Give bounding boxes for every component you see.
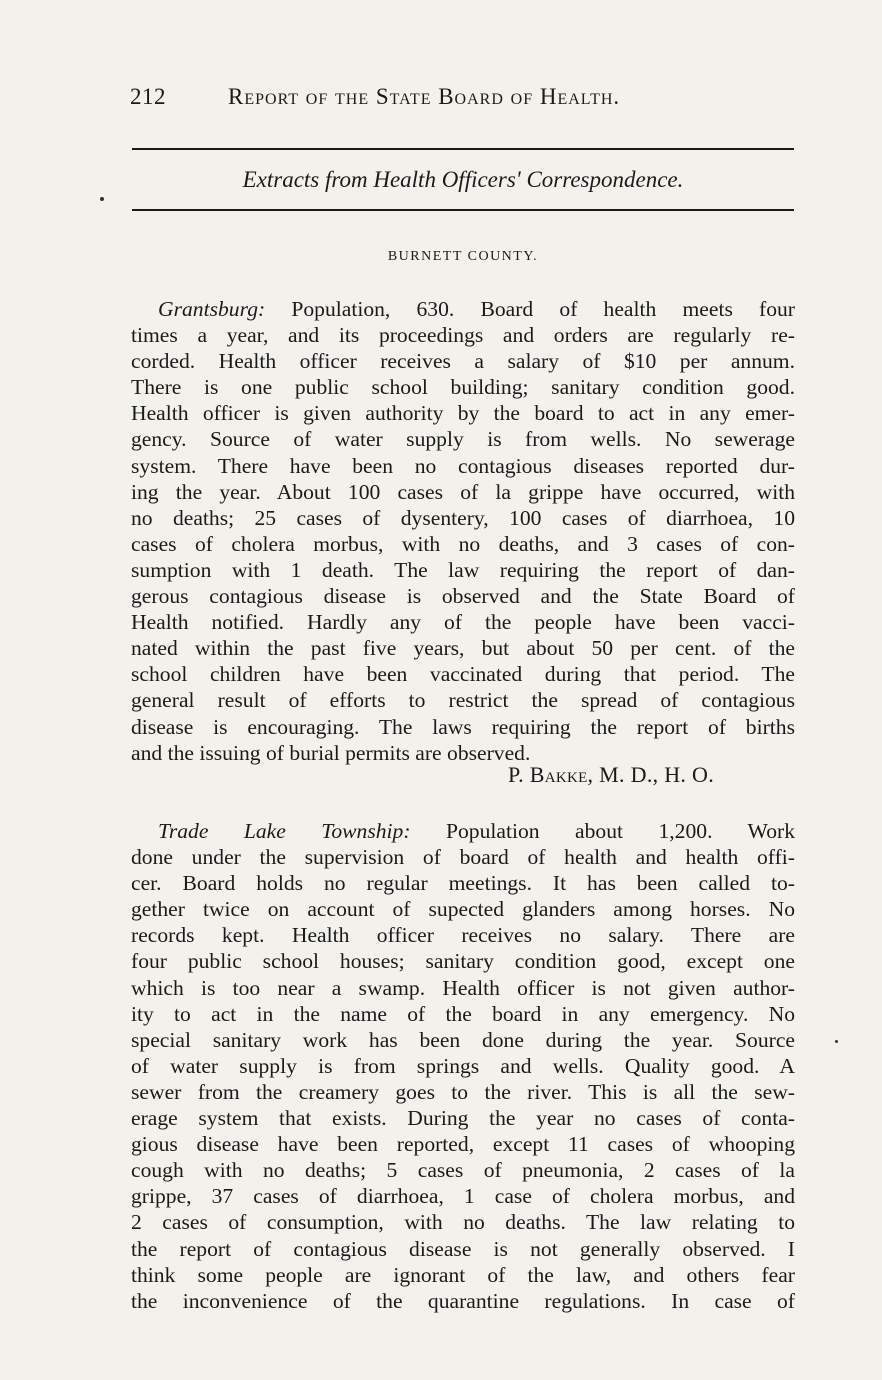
body-line: grippe, 37 cases of diarrhoea, 1 case of cholera morbus, and bbox=[131, 1184, 795, 1209]
body-line: Health notified. Hardly any of the people have been vacci- bbox=[131, 610, 795, 635]
entry-trade-lake bbox=[131, 818, 795, 1314]
top-rule bbox=[132, 148, 794, 150]
body-line: records kept. Health officer receives no salary. There are bbox=[131, 923, 795, 948]
body-line: no deaths; 25 cases of dysentery, 100 cases of diarrhoea, 10 bbox=[131, 505, 795, 530]
entry-first-line bbox=[131, 818, 795, 844]
body-line: four public school houses; sanitary condition good, except one bbox=[131, 949, 795, 974]
signature-initial: P. bbox=[508, 762, 524, 787]
body-line: system. There have been no contagious diseases reported dur- bbox=[131, 453, 795, 478]
county-heading: BURNETT COUNTY. bbox=[387, 249, 539, 264]
body-line: 2 cases of consumption, with no deaths. The law relating to bbox=[131, 1210, 795, 1235]
entry-grantsburg bbox=[131, 296, 795, 766]
body-line: and the issuing of burial permits are observed. bbox=[131, 740, 531, 765]
body-line: ing the year. About 100 cases of la grippe have occurred, with bbox=[131, 479, 795, 504]
body-line: special sanitary work has been done during the year. Source bbox=[131, 1027, 795, 1052]
signature-name: Bakke, bbox=[529, 762, 594, 787]
body-line: erage system that exists. During the year no cases of conta- bbox=[131, 1106, 795, 1131]
body-line: gious disease have been reported, except 11 cases of whooping bbox=[131, 1132, 795, 1157]
body-line: cough with no deaths; 5 cases of pneumonia, 2 cases of la bbox=[131, 1158, 795, 1183]
place-name: Trade Lake Township: bbox=[158, 819, 411, 843]
signature bbox=[508, 762, 714, 788]
entry-first-line bbox=[131, 296, 795, 322]
body-line: times a year, and its proceedings and orders are regularly re- bbox=[131, 323, 795, 348]
place-name: Grantsburg: bbox=[158, 297, 266, 321]
body-line: done under the supervision of board of health and health offi- bbox=[131, 845, 795, 870]
body-line: disease is encouraging. The laws requiring the report of births bbox=[131, 714, 795, 739]
body-line: the inconvenience of the quarantine regulations. In case of bbox=[131, 1288, 795, 1313]
running-title: Report of the State Board of Health. bbox=[228, 84, 621, 109]
bottom-rule bbox=[132, 209, 794, 211]
body-line: think some people are ignorant of the law, and others fear bbox=[131, 1262, 795, 1287]
body-line: Health officer is given authority by the board to act in any emer- bbox=[131, 401, 795, 426]
entry-first-line-text: Population about 1,200. Work bbox=[410, 819, 795, 843]
body-line: which is too near a swamp. Health officer is not given author- bbox=[131, 975, 795, 1000]
body-line: gency. Source of water supply is from wells. No sewerage bbox=[131, 427, 795, 452]
page-number: 212 bbox=[130, 84, 166, 109]
body-line: of water supply is from springs and wells. Quality good. A bbox=[131, 1053, 795, 1078]
body-line: gether twice on account of supected glanders among horses. No bbox=[131, 897, 795, 922]
body-line: nated within the past five years, but about 50 per cent. of the bbox=[131, 636, 795, 661]
section-heading: Extracts from Health Officers' Correspondence. bbox=[242, 167, 684, 192]
body-line: general result of efforts to restrict the spread of contagious bbox=[131, 688, 795, 713]
body-line: sumption with 1 death. The law requiring the report of dan- bbox=[131, 557, 795, 582]
body-line: school children have been vaccinated during that period. The bbox=[131, 662, 795, 687]
body-line: cases of cholera morbus, with no deaths, and 3 cases of con- bbox=[131, 531, 795, 556]
body-line: the report of contagious disease is not generally observed. I bbox=[131, 1236, 795, 1261]
running-head bbox=[130, 84, 700, 118]
body-line: corded. Health officer receives a salary of $10 per annum. bbox=[131, 349, 795, 374]
signature-title: M. D., H. O. bbox=[599, 762, 714, 787]
body-line: ity to act in the name of the board in any emergency. No bbox=[131, 1001, 795, 1026]
paper-speck bbox=[100, 197, 104, 201]
paper-speck bbox=[835, 1040, 838, 1043]
body-line: sewer from the creamery goes to the river. This is all the sew- bbox=[131, 1079, 795, 1104]
entry-first-line-text: Population, 630. Board of health meets four bbox=[265, 297, 795, 321]
body-line: cer. Board holds no regular meetings. It has been called to- bbox=[131, 871, 795, 896]
body-line: There is one public school building; sanitary condition good. bbox=[131, 375, 795, 400]
body-line: gerous contagious disease is observed and the State Board of bbox=[131, 584, 795, 609]
